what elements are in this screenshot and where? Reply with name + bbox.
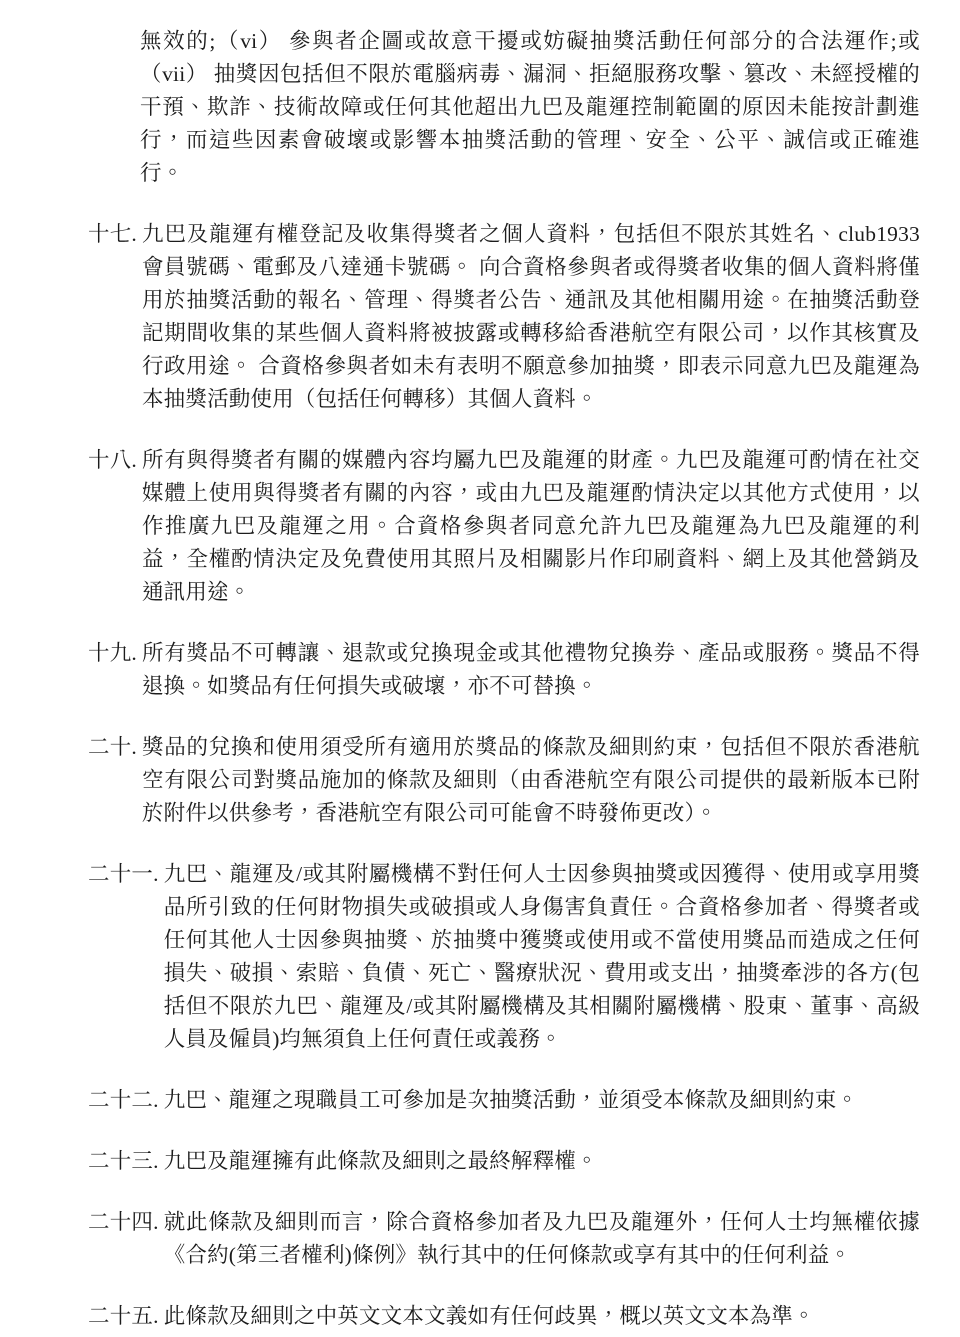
- term-text: 九巴、龍運之現職員工可參加是次抽獎活動，並須受本條款及細則約束。: [163, 1088, 859, 1112]
- continuation-paragraph: 無效的;（vi） 參與者企圖或故意干擾或妨礙抽獎活動任何部分的合法運作;或（vii） 抽獎因包括但不限於電腦病毒、漏洞、拒絕服務攻擊、篡改、未經授權的干預、欺詐、技術故障或任何其他超出九巴及龍運控制範圍的原因未能按計劃進行，而這些因素會破壞或影響本抽獎活動的管理、安全、公平、誠信或正確進行。: [140, 29, 920, 185]
- term-number: 二十三.: [88, 1149, 159, 1173]
- term-item-18: [88, 444, 920, 609]
- term-text: 九巴、龍運及/或其附屬機構不對任何人士因參與抽獎或因獲得、使用或享用獎品所引致的任何財物損失或破損或人身傷害負責任。合資格參加者、得獎者或任何其他人士因參與抽獎、於抽獎中獲獎或使用或不當使用獎品而造成之任何損失、破損、索賠、負債、死亡、醫療狀況、費用或支出，抽獎牽涉的各方(包括但不限於九巴、龍運及/或其附屬機構及其相關附屬機構、股東、董事、高級人員及僱員)均無須負上任何責任或義務。: [163, 862, 920, 1051]
- term-item-21: [88, 858, 920, 1056]
- term-item-24: [88, 1206, 920, 1272]
- term-number: 二十.: [88, 735, 137, 759]
- term-text: 此條款及細則之中英文文本文義如有任何歧異，概以英文文本為準。: [163, 1304, 815, 1328]
- term-item-19: [88, 637, 920, 703]
- term-number: 十九.: [88, 641, 137, 665]
- term-text: 就此條款及細則而言，除合資格參加者及九巴及龍運外，任何人士均無權依據《合約(第三者權利)條例》執行其中的任何條款或享有其中的任何利益。: [163, 1210, 920, 1267]
- term-item-22: [88, 1084, 920, 1117]
- term-text: 所有與得獎者有關的媒體內容均屬九巴及龍運的財產。九巴及龍運可酌情在社交媒體上使用與得獎者有關的內容，或由九巴及龍運酌情決定以其他方式使用，以作推廣九巴及龍運之用。合資格參與者同意允許九巴及龍運為九巴及龍運的利益，全權酌情決定及免費使用其照片及相關影片作印刷資料、網上及其他營銷及通訊用途。: [141, 448, 920, 604]
- term-text: 獎品的兌換和使用須受所有適用於獎品的條款及細則約束，包括但不限於香港航空有限公司對獎品施加的條款及細則（由香港航空有限公司提供的最新版本已附於附件以供參考，香港航空有限公司可能會不時發佈更改）。: [141, 735, 920, 825]
- term-number: 二十五.: [88, 1304, 159, 1328]
- term-item-17: [88, 218, 920, 416]
- term-item-20: [88, 731, 920, 830]
- term-text: 所有獎品不可轉讓、退款或兌換現金或其他禮物兌換券、產品或服務。獎品不得退換。如獎品有任何損失或破壞，亦不可替換。: [141, 641, 920, 698]
- term-number: 二十二.: [88, 1088, 159, 1112]
- term-number: 二十一.: [88, 862, 159, 886]
- term-number: 十八.: [88, 448, 137, 472]
- term-item-25: [88, 1300, 920, 1333]
- term-item-23: [88, 1145, 920, 1178]
- term-text: 九巴及龍運有權登記及收集得獎者之個人資料，包括但不限於其姓名、club1933 會員號碼、電郵及八達通卡號碼。 向合資格參與者或得獎者收集的個人資料將僅用於抽獎活動的報名、管理、得獎者公告、通訊及其他相關用途。在抽獎活動登記期間收集的某些個人資料將被披露或轉移給香港航空有限公司，以作其核實及行政用途。 合資格參與者如未有表明不願意參加抽獎，即表示同意九巴及龍運為本抽獎活動使用（包括任何轉移）其個人資料。: [141, 222, 920, 411]
- term-text: 九巴及龍運擁有此條款及細則之最終解釋權。: [163, 1149, 598, 1173]
- term-number: 二十四.: [88, 1210, 159, 1234]
- term-number: 十七.: [88, 222, 137, 246]
